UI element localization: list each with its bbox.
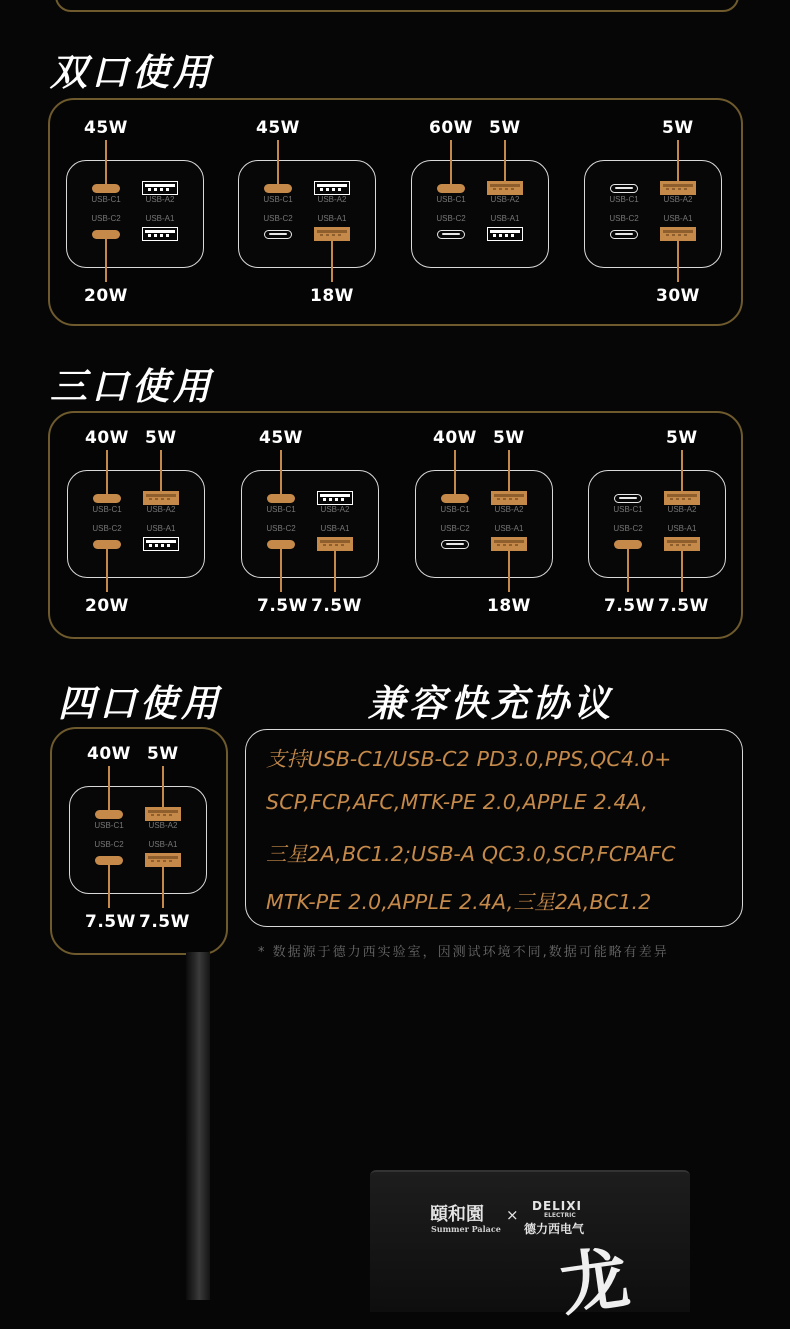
watt-label-usb-c2: 7.5W xyxy=(604,596,655,616)
usb-a2-label: USB-A2 xyxy=(148,821,178,830)
usb-c1-port xyxy=(267,494,295,503)
usb-a2-label: USB-A2 xyxy=(667,505,697,514)
usb-a1-port xyxy=(660,227,696,241)
usb-c2-port xyxy=(264,230,292,239)
power-lead xyxy=(105,140,107,184)
usb-a2-port xyxy=(143,491,179,505)
watt-label-usb-c2: 20W xyxy=(84,286,128,306)
watt-label-usb-a2: 5W xyxy=(147,744,179,764)
usb-c2-port xyxy=(92,230,120,239)
protocol-line-1: 支持USB-C1/USB-C2 PD3.0,PPS,QC4.0+ xyxy=(266,747,672,771)
power-lead xyxy=(681,551,683,592)
watt-label-usb-c1: 45W xyxy=(259,428,303,448)
usb-c1-label: USB-C1 xyxy=(609,195,639,204)
usb-c2-label: USB-C2 xyxy=(91,214,121,223)
protocol-line-4: MTK-PE 2.0,APPLE 2.4A,三星2A,BC1.2 xyxy=(266,890,652,914)
power-lead xyxy=(504,140,506,181)
protocol-line-2: SCP,FCP,AFC,MTK-PE 2.0,APPLE 2.4A, xyxy=(266,790,649,814)
watt-label-usb-c1: 40W xyxy=(85,428,129,448)
usb-c1-label: USB-C1 xyxy=(266,505,296,514)
usb-a1-label: USB-A1 xyxy=(663,214,693,223)
power-lead xyxy=(106,450,108,494)
triple-port-title: 三口使用 xyxy=(50,365,214,408)
usb-c2-label: USB-C2 xyxy=(609,214,639,223)
watt-label-usb-c1: 40W xyxy=(87,744,131,764)
usb-a1-port xyxy=(145,853,181,867)
usb-a2-label: USB-A2 xyxy=(494,505,524,514)
usb-c1-label: USB-C1 xyxy=(263,195,293,204)
power-lead xyxy=(162,766,164,807)
usb-c2-label: USB-C2 xyxy=(436,214,466,223)
usb-a2-label: USB-A2 xyxy=(145,195,175,204)
usb-c1-port xyxy=(264,184,292,193)
power-lead xyxy=(277,140,279,184)
usb-c2-port xyxy=(267,540,295,549)
power-lead xyxy=(454,450,456,494)
usb-a1-label: USB-A1 xyxy=(490,214,520,223)
watt-label-usb-a1: 7.5W xyxy=(658,596,709,616)
usb-a2-port xyxy=(142,181,178,195)
protocol-box xyxy=(245,729,743,927)
usb-a2-port xyxy=(487,181,523,195)
usb-a2-label: USB-A2 xyxy=(663,195,693,204)
usb-c2-port xyxy=(614,540,642,549)
usb-a2-label: USB-A2 xyxy=(146,505,176,514)
usb-c1-label: USB-C1 xyxy=(92,505,122,514)
watt-label-usb-a1: 7.5W xyxy=(139,912,190,932)
watt-label-usb-a2: 5W xyxy=(489,118,521,138)
usb-a2-port xyxy=(145,807,181,821)
power-lead xyxy=(677,241,679,282)
usb-c1-port xyxy=(92,184,120,193)
usb-c2-label: USB-C2 xyxy=(94,840,124,849)
watt-label-usb-a1: 18W xyxy=(310,286,354,306)
power-lead xyxy=(108,766,110,810)
watt-label-usb-a2: 5W xyxy=(666,428,698,448)
usb-c1-label: USB-C1 xyxy=(613,505,643,514)
power-lead xyxy=(162,867,164,908)
power-lead xyxy=(105,239,107,282)
protocol-title: 兼容快充协议 xyxy=(368,682,614,725)
power-lead xyxy=(627,549,629,592)
usb-a2-label: USB-A2 xyxy=(490,195,520,204)
power-lead xyxy=(334,551,336,592)
power-lead xyxy=(681,450,683,491)
usb-a1-port xyxy=(142,227,178,241)
usb-c1-label: USB-C1 xyxy=(440,505,470,514)
usb-a2-label: USB-A2 xyxy=(320,505,350,514)
usb-a2-port xyxy=(317,491,353,505)
usb-a1-port xyxy=(487,227,523,241)
usb-c2-port xyxy=(95,856,123,865)
usb-a2-port xyxy=(314,181,350,195)
dual-port-title: 双口使用 xyxy=(50,51,214,94)
watt-label-usb-a2: 5W xyxy=(145,428,177,448)
usb-c2-label: USB-C2 xyxy=(440,524,470,533)
watt-label-usb-c1: 45W xyxy=(256,118,300,138)
usb-a2-port xyxy=(664,491,700,505)
usb-a1-label: USB-A1 xyxy=(317,214,347,223)
power-lead xyxy=(106,549,108,592)
power-lead xyxy=(280,450,282,494)
dragon-calligraphy: 龙 xyxy=(555,1237,635,1327)
usb-c1-port xyxy=(93,494,121,503)
watt-label-usb-a1: 7.5W xyxy=(311,596,362,616)
power-lead xyxy=(508,450,510,491)
usb-c1-port xyxy=(610,184,638,193)
watt-label-usb-c1: 40W xyxy=(433,428,477,448)
power-lead xyxy=(450,140,452,184)
power-lead xyxy=(108,865,110,908)
usb-a1-label: USB-A1 xyxy=(320,524,350,533)
usb-a1-port xyxy=(143,537,179,551)
watt-label-usb-c2: 7.5W xyxy=(257,596,308,616)
data-source-footnote: * 数据源于德力西实验室，因测试环境不同,数据可能略有差异 xyxy=(258,945,669,960)
usb-a1-label: USB-A1 xyxy=(146,524,176,533)
watt-label-usb-a1: 18W xyxy=(487,596,531,616)
usb-a1-port xyxy=(491,537,527,551)
usb-a1-label: USB-A1 xyxy=(494,524,524,533)
delixi-logo-sub: ELECTRIC xyxy=(544,1212,576,1219)
usb-c2-label: USB-C2 xyxy=(266,524,296,533)
usb-c1-label: USB-C1 xyxy=(91,195,121,204)
power-lead xyxy=(677,140,679,181)
watt-label-usb-c2: 7.5W xyxy=(85,912,136,932)
usb-a1-label: USB-A1 xyxy=(667,524,697,533)
usb-c2-port xyxy=(93,540,121,549)
usb-c2-label: USB-C2 xyxy=(613,524,643,533)
usb-c1-port xyxy=(614,494,642,503)
usb-a1-label: USB-A1 xyxy=(148,840,178,849)
power-lead xyxy=(331,241,333,282)
watt-label-usb-a2: 5W xyxy=(662,118,694,138)
usb-a2-port xyxy=(491,491,527,505)
collab-cross: × xyxy=(506,1206,519,1224)
usb-c1-port xyxy=(441,494,469,503)
summer-palace-logo: 頤和園 xyxy=(430,1204,484,1225)
watt-label-usb-c2: 20W xyxy=(85,596,129,616)
watt-label-usb-c1: 45W xyxy=(84,118,128,138)
delixi-logo: DELIXI xyxy=(532,1199,582,1213)
summer-palace-logo-en: Summer Palace xyxy=(431,1224,501,1234)
product-box xyxy=(370,1170,690,1312)
usb-a1-port xyxy=(317,537,353,551)
usb-c1-port xyxy=(437,184,465,193)
usb-c2-port xyxy=(437,230,465,239)
usb-c2-port xyxy=(610,230,638,239)
power-lead xyxy=(160,450,162,491)
delixi-logo-cn: 德力西电气 xyxy=(524,1222,585,1236)
usb-c2-port xyxy=(441,540,469,549)
watt-label-usb-a1: 30W xyxy=(656,286,700,306)
power-lead xyxy=(508,551,510,592)
protocol-line-3: 三星2A,BC1.2;USB-A QC3.0,SCP,FCPAFC xyxy=(266,842,676,866)
usb-c2-label: USB-C2 xyxy=(92,524,122,533)
usb-c2-label: USB-C2 xyxy=(263,214,293,223)
power-cable xyxy=(186,952,210,1300)
watt-label-usb-c1: 60W xyxy=(429,118,473,138)
quad-port-title: 四口使用 xyxy=(58,682,222,725)
power-lead xyxy=(280,549,282,592)
usb-a1-port xyxy=(314,227,350,241)
usb-a2-label: USB-A2 xyxy=(317,195,347,204)
usb-a1-label: USB-A1 xyxy=(145,214,175,223)
watt-label-usb-a2: 5W xyxy=(493,428,525,448)
usb-c1-label: USB-C1 xyxy=(436,195,466,204)
usb-c1-label: USB-C1 xyxy=(94,821,124,830)
usb-a1-port xyxy=(664,537,700,551)
usb-a2-port xyxy=(660,181,696,195)
usb-c1-port xyxy=(95,810,123,819)
